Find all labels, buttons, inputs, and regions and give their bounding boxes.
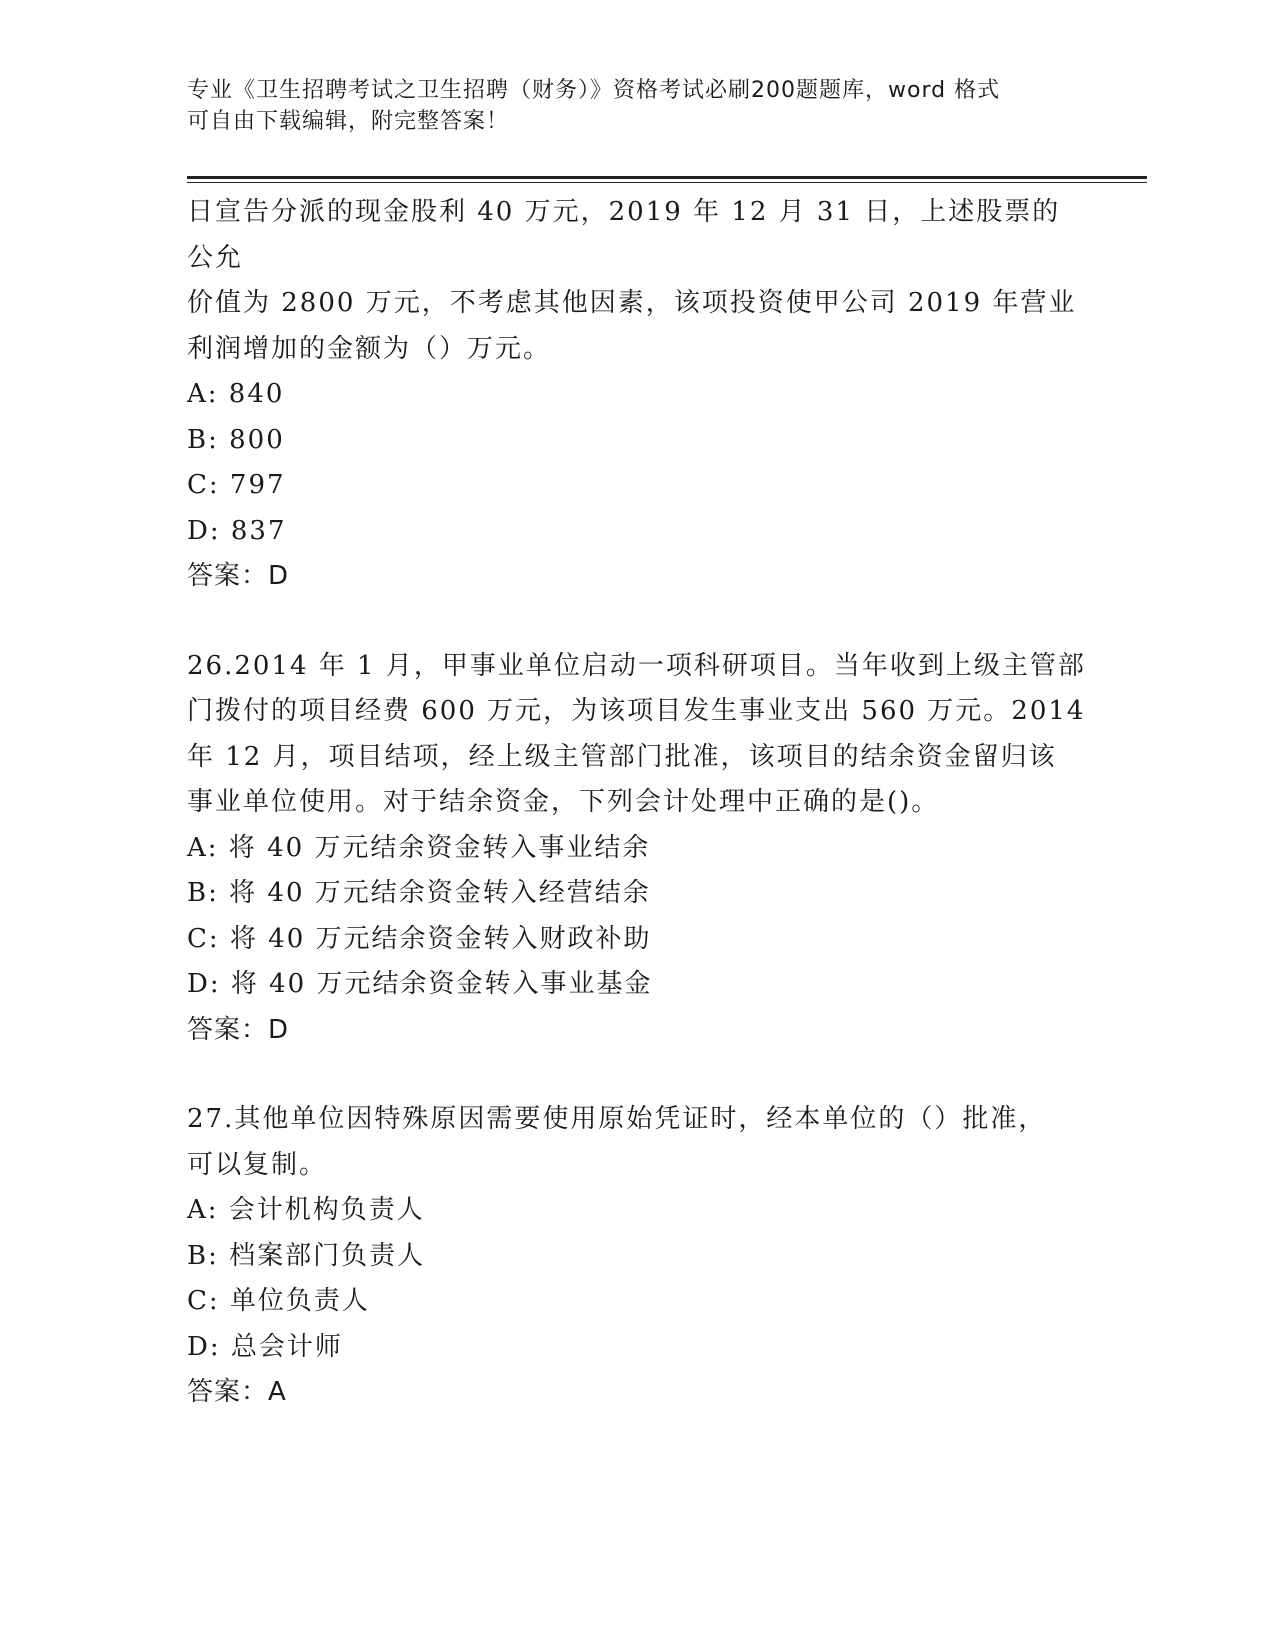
question-25 [187, 190, 1087, 600]
answer: 答案：D [187, 561, 290, 591]
question-line: 27.其他单位因特殊原因需要使用原始凭证时，经本单位的（）批准， [187, 1104, 1047, 1134]
question-line: 可以复制。 [187, 1149, 328, 1180]
question-line: 利润增加的金额为（）万元。 [187, 333, 552, 364]
option-c: C: 将 40 万元结余资金转入财政补助 [187, 923, 652, 954]
question-27 [187, 1097, 1087, 1416]
question-line: 门拨付的项目经费 600 万元，为该项目发生事业支出 560 万元。2014 [187, 696, 1086, 726]
question-text [187, 190, 1087, 372]
question-text [187, 644, 1087, 826]
question-text [187, 1097, 1087, 1188]
answer: 答案：D [187, 1014, 290, 1045]
option-a: A: 会计机构负责人 [187, 1195, 425, 1225]
question-line: 26.2014 年 1 月，甲事业单位启动一项科研项目。当年收到上级主管部 [187, 650, 1086, 681]
question-line: 年 12 月，项目结项，经上级主管部门批准，该项目的结余资金留归该 [187, 741, 1057, 772]
answer: 答案：A [187, 1377, 287, 1407]
option-d: D: 将 40 万元结余资金转入事业基金 [187, 969, 653, 999]
option-a: A: 840 [187, 379, 285, 409]
question-line: 价值为 2800 万元，不考虑其他因素，该项投资使甲公司 2019 年营业 [187, 288, 1077, 318]
header-rule-thick [187, 176, 1147, 179]
question-line: 事业单位使用。对于结余资金，下列会计处理中正确的是()。 [187, 787, 940, 817]
document-body [187, 190, 1087, 1416]
option-c: C: 单位负责人 [187, 1286, 370, 1316]
option-b: B: 档案部门负责人 [187, 1240, 426, 1271]
option-d: D: 总会计师 [187, 1331, 343, 1362]
header-rule-thin [187, 182, 1147, 183]
question-26 [187, 644, 1087, 1054]
option-a: A: 将 40 万元结余资金转入事业结余 [187, 832, 651, 863]
question-line: 日宣告分派的现金股利 40 万元，2019 年 12 月 31 日，上述股票的公允 [187, 197, 1061, 273]
option-b: B: 将 40 万元结余资金转入经营结余 [187, 878, 651, 908]
document-header [187, 75, 1067, 137]
option-b: B: 800 [187, 424, 285, 455]
header-line-1: 专业《卫生招聘考试之卫生招聘（财务）》资格考试必刷200题题库，word 格式 [187, 78, 1001, 103]
option-c: C: 797 [187, 470, 286, 500]
header-line-2: 可自由下载编辑，附完整答案！ [187, 109, 510, 134]
option-d: D: 837 [187, 515, 287, 546]
